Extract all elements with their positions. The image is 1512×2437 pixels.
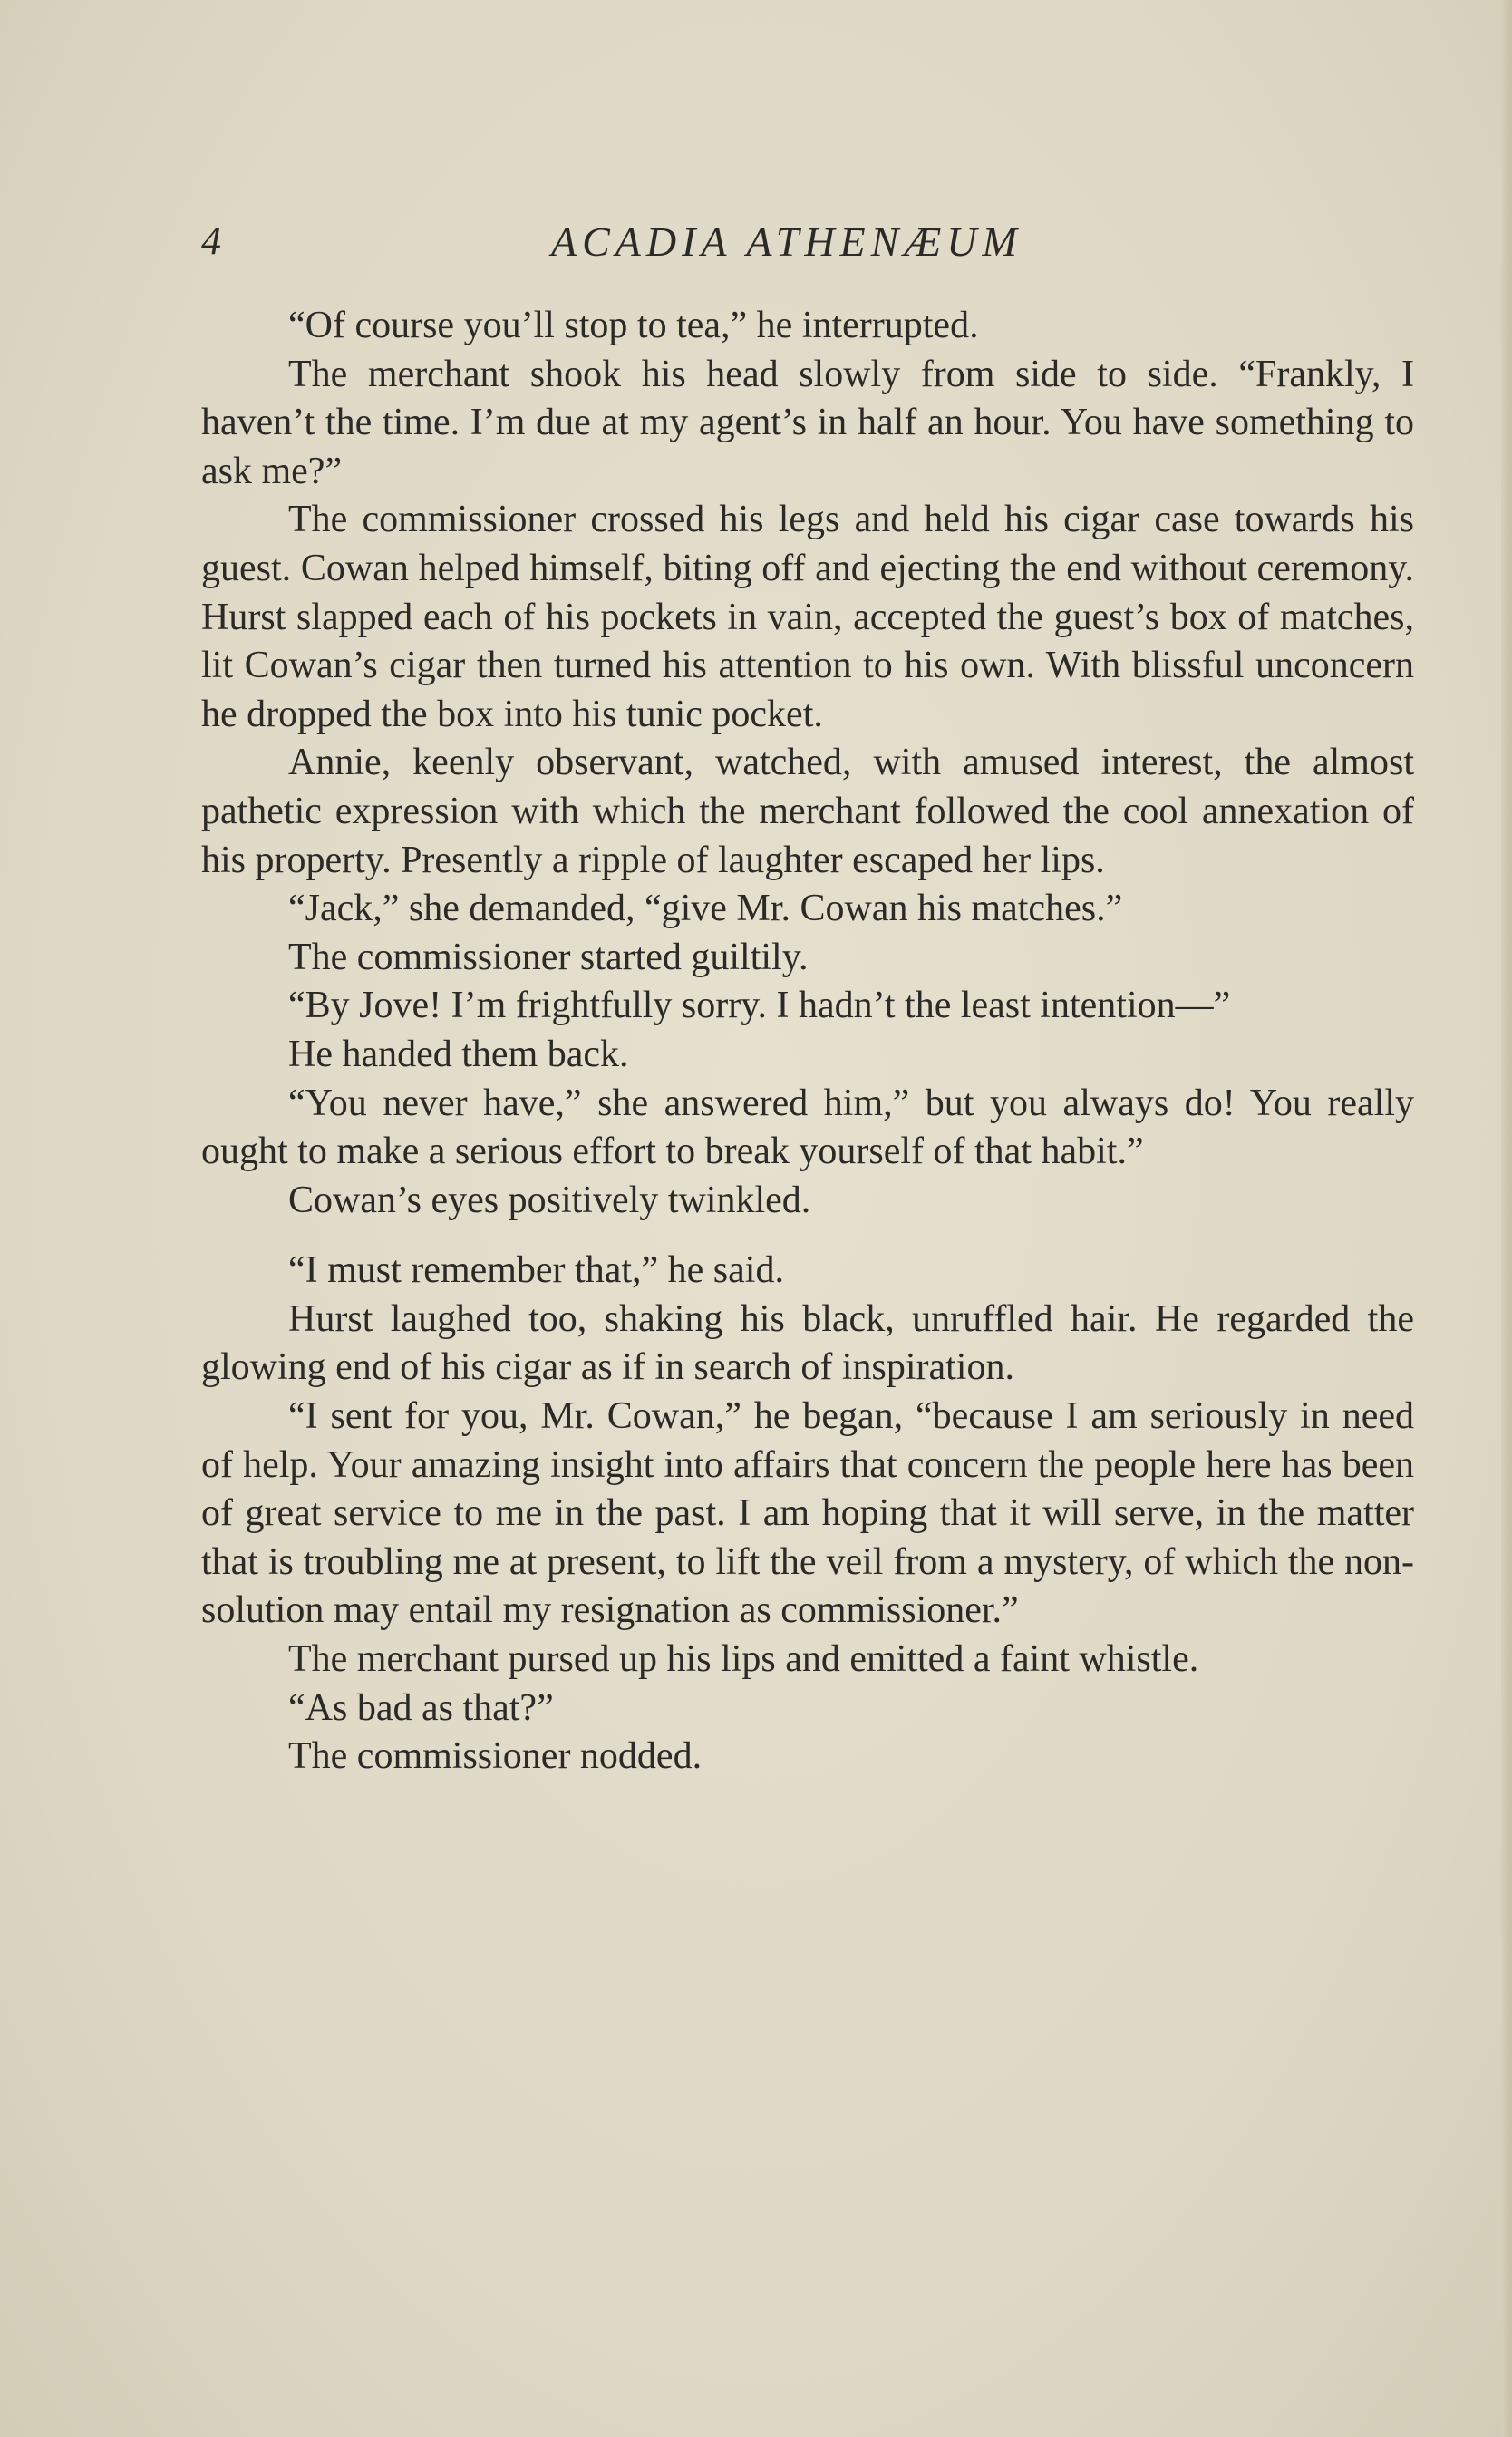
page-header — [201, 218, 1407, 272]
paragraph: “Of course you’ll stop to tea,” he interrupted. — [288, 305, 979, 346]
paragraph: Hurst laughed too, shaking his black, unruffled hair. He regarded the glowing end of his cigar as if in search of inspiration. — [201, 1297, 1414, 1389]
paragraph: “As bad as that?” — [288, 1686, 554, 1729]
paragraph: Cowan’s eyes positively twinkled. — [288, 1179, 811, 1221]
body-text — [201, 302, 1414, 1782]
paragraph: The commissioner crossed his legs and held his cigar case towards his guest. Cowan helped himself, biting off and ejecting the end without ceremony. Hurst slapped each of his pockets in vain, accepted the guest’s box of matches, lit Cowan’s cigar then turned his attention to his own. With blissful unconcern he dropped the box into his tunic pocket. — [201, 499, 1414, 735]
paragraph: The commissioner nodded. — [288, 1735, 703, 1778]
paragraph: The merchant pursed up his lips and emitted a faint whistle. — [288, 1638, 1199, 1681]
paragraph: “Jack,” she demanded, “give Mr. Cowan his matches.” — [288, 888, 1123, 930]
paragraph: The merchant shook his head slowly from side to side. “Frankly, I haven’t the time. I’m due at my agent’s in half an hour. You have something to ask me?” — [201, 353, 1414, 492]
paragraph: Annie, keenly observant, watched, with amused interest, the almost pathetic expression with which the merchant followed the cool annexation of his property. Presently a ripple of laughter escaped her lips. — [201, 742, 1414, 881]
paragraph: The commissioner started guiltily. — [288, 936, 809, 978]
paragraph: “By Jove! I’m frightfully sorry. I hadn’t the least intention—” — [288, 985, 1231, 1027]
paragraph: “You never have,” she answered him,” but you always do! You really ought to make a serious effort to break yourself of that habit.” — [201, 1082, 1414, 1173]
page-edge-shadow — [1501, 0, 1512, 2437]
page-number: 4 — [201, 218, 222, 263]
paragraph: “I sent for you, Mr. Cowan,” he began, “because I am seriously in need of help. Your amazing insight into affairs that concern the people here has been of great service to me in the past. I am hoping that it will serve, in the matter that is troubling me at present, to lift the veil from a mystery, of which the non-solution may entail my resignation as commissioner.” — [201, 1395, 1414, 1632]
paragraph: “I must remember that,” he said. — [288, 1249, 784, 1292]
paragraph: He handed them back. — [288, 1033, 629, 1075]
running-head: ACADIA ATHENÆUM — [551, 218, 1023, 265]
